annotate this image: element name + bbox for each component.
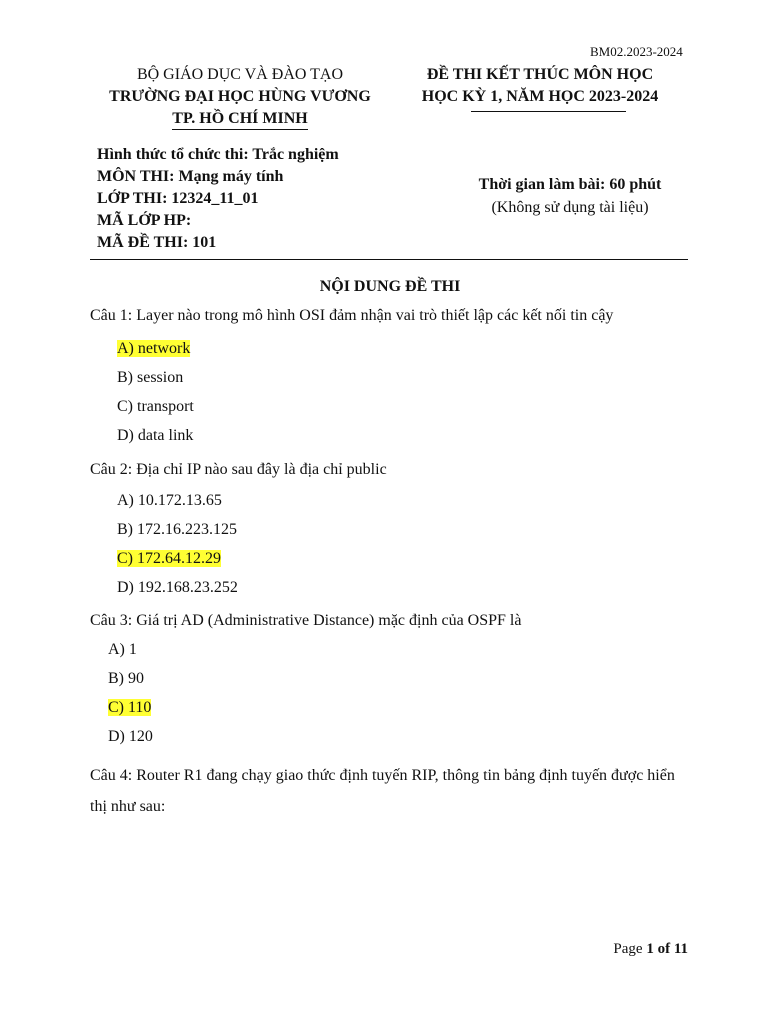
exam-subject: MÔN THI: Mạng máy tính bbox=[97, 168, 284, 185]
question-1-text: Câu 1: Layer nào trong mô hình OSI đảm nhận vai trò thiết lập các kết nối tin cậy bbox=[90, 307, 614, 324]
page-word: Page bbox=[613, 941, 643, 957]
content-title: NỘI DUNG ĐỀ THI bbox=[319, 278, 461, 295]
university-name: TRƯỜNG ĐẠI HỌC HÙNG VƯƠNG bbox=[109, 88, 371, 105]
answer-highlight: C) 110 bbox=[108, 699, 152, 716]
question-3-option-d: D) 120 bbox=[108, 728, 153, 745]
exam-header bbox=[400, 64, 680, 108]
question-1-option-a bbox=[117, 340, 190, 358]
answer-highlight: C) 172.64.12.29 bbox=[117, 550, 221, 567]
semester-label: HỌC KỲ 1, NĂM HỌC 2023-2024 bbox=[421, 88, 659, 105]
question-2-option-d: D) 192.168.23.252 bbox=[117, 579, 238, 596]
of-word: of bbox=[657, 941, 671, 957]
total-pages: 11 bbox=[673, 941, 688, 957]
ministry-name: BỘ GIÁO DỤC VÀ ĐÀO TẠO bbox=[136, 66, 344, 83]
exam-duration: Thời gian làm bài: 60 phút bbox=[478, 176, 662, 193]
question-2-option-b: B) 172.16.223.125 bbox=[117, 521, 237, 538]
page-footer bbox=[613, 941, 688, 958]
answer-highlight: A) network bbox=[117, 340, 191, 357]
question-1-option-b: B) session bbox=[117, 369, 184, 386]
question-3-text: Câu 3: Giá trị AD (Administrative Distance) mặc định của OSPF là bbox=[90, 612, 522, 629]
course-code: MÃ LỚP HP: bbox=[97, 212, 192, 229]
exam-note: (Không sử dụng tài liệu) bbox=[491, 199, 649, 216]
page-number: 1 bbox=[646, 941, 654, 957]
exam-info bbox=[97, 144, 339, 254]
exam-title: ĐỀ THI KẾT THÚC MÔN HỌC bbox=[426, 66, 654, 83]
form-code: BM02.2023-2024 bbox=[590, 44, 683, 59]
exam-format: Hình thức tổ chức thi: Trắc nghiệm bbox=[97, 146, 339, 163]
question-4-text-continued: thị như sau: bbox=[90, 798, 166, 815]
question-3-option-a: A) 1 bbox=[108, 641, 137, 658]
question-1-option-c: C) transport bbox=[117, 398, 194, 415]
question-3-option-c bbox=[108, 699, 151, 717]
exam-class: LỚP THI: 12324_11_01 bbox=[97, 190, 259, 207]
question-1-option-d: D) data link bbox=[117, 427, 194, 444]
question-3-option-b: B) 90 bbox=[108, 670, 144, 687]
header-underline bbox=[471, 111, 626, 112]
city-name: TP. HỒ CHÍ MINH bbox=[172, 109, 307, 130]
header-divider bbox=[90, 259, 688, 260]
institution-header bbox=[90, 64, 390, 130]
exam-code: MÃ ĐỀ THI: 101 bbox=[97, 234, 217, 251]
question-2-text: Câu 2: Địa chỉ IP nào sau đây là địa chỉ public bbox=[90, 461, 387, 478]
question-4-text: Câu 4: Router R1 đang chạy giao thức định tuyến RIP, thông tin bảng định tuyến được hiển bbox=[90, 767, 675, 784]
exam-time bbox=[400, 173, 740, 219]
question-2-option-c bbox=[117, 550, 221, 568]
question-2-option-a: A) 10.172.13.65 bbox=[117, 492, 222, 509]
